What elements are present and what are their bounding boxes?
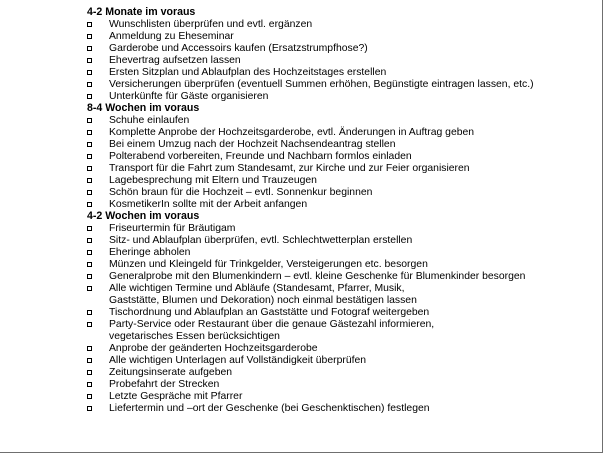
section-4-2-monate: [87, 7, 587, 103]
list-item: [87, 283, 587, 307]
item-text: Unterkünfte für Gäste organisieren: [109, 91, 269, 102]
item-text: Schön braun für die Hochzeit – evtl. Sonnenkur beginnen: [109, 187, 373, 198]
checkbox-icon: [87, 199, 109, 211]
checkbox-icon: [87, 403, 109, 415]
item-text: Polterabend vorbereiten, Freunde und Nachbarn formlos einladen: [109, 151, 412, 162]
checkbox-icon: [87, 343, 109, 355]
checkbox-icon: [87, 91, 109, 103]
list-item: [87, 223, 587, 235]
checkbox-icon: [87, 283, 109, 295]
list-item: [87, 307, 587, 319]
list-item: [87, 127, 587, 139]
item-text: Liefertermin und –ort der Geschenke (bei Geschenktischen) festlegen: [109, 402, 430, 414]
checkbox-icon: [87, 139, 109, 151]
checkbox-icon: [87, 355, 109, 367]
list-item: [87, 367, 587, 379]
checkbox-icon: [87, 319, 109, 331]
item-text: [109, 319, 434, 343]
checkbox-icon: [87, 115, 109, 127]
checkbox-icon: [87, 31, 109, 43]
checkbox-icon: [87, 379, 109, 391]
section-8-4-wochen: [87, 103, 587, 211]
list-item: [87, 187, 587, 199]
list-item: [87, 163, 587, 175]
list-item: [87, 343, 587, 355]
item-text: Zeitungsinserate aufgeben: [109, 366, 233, 378]
item-text: Versicherungen überprüfen (eventuell Summen erhöhen, Begünstigte eintragen lassen, etc.): [109, 79, 534, 90]
item-text: Komplette Anprobe der Hochzeitsgarderobe, evtl. Änderungen in Auftrag geben: [109, 127, 475, 138]
list-item: [87, 379, 587, 391]
item-text: Münzen und Kleingeld für Trinkgelder, Versteigerungen etc. besorgen: [109, 259, 428, 270]
item-text: KosmetikerIn sollte mit der Arbeit anfangen: [109, 199, 308, 210]
checkbox-icon: [87, 175, 109, 187]
item-text-line: Party-Service oder Restaurant über die genaue Gästezahl informieren,: [109, 318, 435, 330]
item-text: Schuhe einlaufen: [109, 115, 190, 126]
item-text: Ersten Sitzplan und Ablaufplan des Hochzeitstages erstellen: [109, 67, 387, 78]
list-item: [87, 259, 587, 271]
item-text: Sitz- und Ablaufplan überprüfen, evtl. Schlechtwetterplan erstellen: [109, 235, 413, 246]
item-text: Generalprobe mit den Blumenkindern – evtl. kleine Geschenke für Blumenkinder besorgen: [109, 271, 526, 282]
list-item: [87, 319, 587, 343]
checkbox-icon: [87, 367, 109, 379]
section-title: 8-4 Wochen im voraus: [87, 102, 200, 114]
item-text: Lagebesprechung mit Eltern und Trauzeugen: [109, 175, 317, 186]
item-text: Letzte Gespräche mit Pfarrer: [109, 390, 243, 402]
checkbox-icon: [87, 391, 109, 403]
checkbox-icon: [87, 307, 109, 319]
checkbox-icon: [87, 55, 109, 67]
checkbox-icon: [87, 223, 109, 235]
list-item: [87, 355, 587, 367]
list-item: [87, 139, 587, 151]
list-item: [87, 79, 587, 91]
checkbox-icon: [87, 271, 109, 283]
checkbox-icon: [87, 19, 109, 31]
list-item: [87, 43, 587, 55]
checkbox-icon: [87, 43, 109, 55]
list-item: [87, 403, 587, 415]
item-text: Transport für die Fahrt zum Standesamt, zur Kirche und zur Feier organisieren: [109, 163, 470, 174]
list-item: [87, 235, 587, 247]
section-title: 4-2 Monate im voraus: [87, 6, 196, 18]
checklist-document: [87, 7, 587, 415]
checkbox-icon: [87, 163, 109, 175]
item-text-line: Alle wichtigen Termine und Abläufe (Standesamt, Pfarrer, Musik,: [109, 283, 405, 294]
list-item: [87, 55, 587, 67]
item-text: Wunschlisten überprüfen und evtl. ergänzen: [109, 19, 313, 30]
list-item: [87, 271, 587, 283]
checkbox-icon: [87, 235, 109, 247]
item-text: Friseurtermin für Bräutigam: [109, 223, 236, 234]
list-item: [87, 31, 587, 43]
checkbox-icon: [87, 79, 109, 91]
checkbox-icon: [87, 127, 109, 139]
section-4-2-wochen: [87, 211, 587, 415]
item-text: Alle wichtigen Unterlagen auf Vollständigkeit überprüfen: [109, 354, 367, 366]
item-text: Anprobe der geänderten Hochzeitsgarderobe: [109, 342, 318, 354]
item-text: Eheringe abholen: [109, 247, 191, 258]
item-text: Anmeldung zu Eheseminar: [109, 31, 234, 42]
item-text: [109, 283, 417, 307]
item-text: Tischordnung und Ablaufplan an Gaststätte und Fotograf weitergeben: [109, 306, 430, 318]
list-item: [87, 391, 587, 403]
checkbox-icon: [87, 259, 109, 271]
list-item: [87, 247, 587, 259]
checkbox-icon: [87, 187, 109, 199]
list-item: [87, 67, 587, 79]
item-text: Bei einem Umzug nach der Hochzeit Nachsendeantrag stellen: [109, 139, 396, 150]
list-item: [87, 151, 587, 163]
item-text-line: Gaststätte, Blumen und Dekoration) noch einmal bestätigen lassen: [109, 294, 417, 306]
checkbox-icon: [87, 151, 109, 163]
item-text: Ehevertrag aufsetzen lassen: [109, 55, 241, 66]
item-text-line: vegetarisches Essen berücksichtigen: [109, 330, 280, 342]
item-text: Probefahrt der Strecken: [109, 378, 220, 390]
checkbox-icon: [87, 67, 109, 79]
list-item: [87, 175, 587, 187]
list-item: [87, 115, 587, 127]
checkbox-icon: [87, 247, 109, 259]
list-item: [87, 19, 587, 31]
item-text: Garderobe und Accessoirs kaufen (Ersatzstrumpfhose?): [109, 43, 368, 54]
section-title: 4-2 Wochen im voraus: [87, 210, 200, 222]
